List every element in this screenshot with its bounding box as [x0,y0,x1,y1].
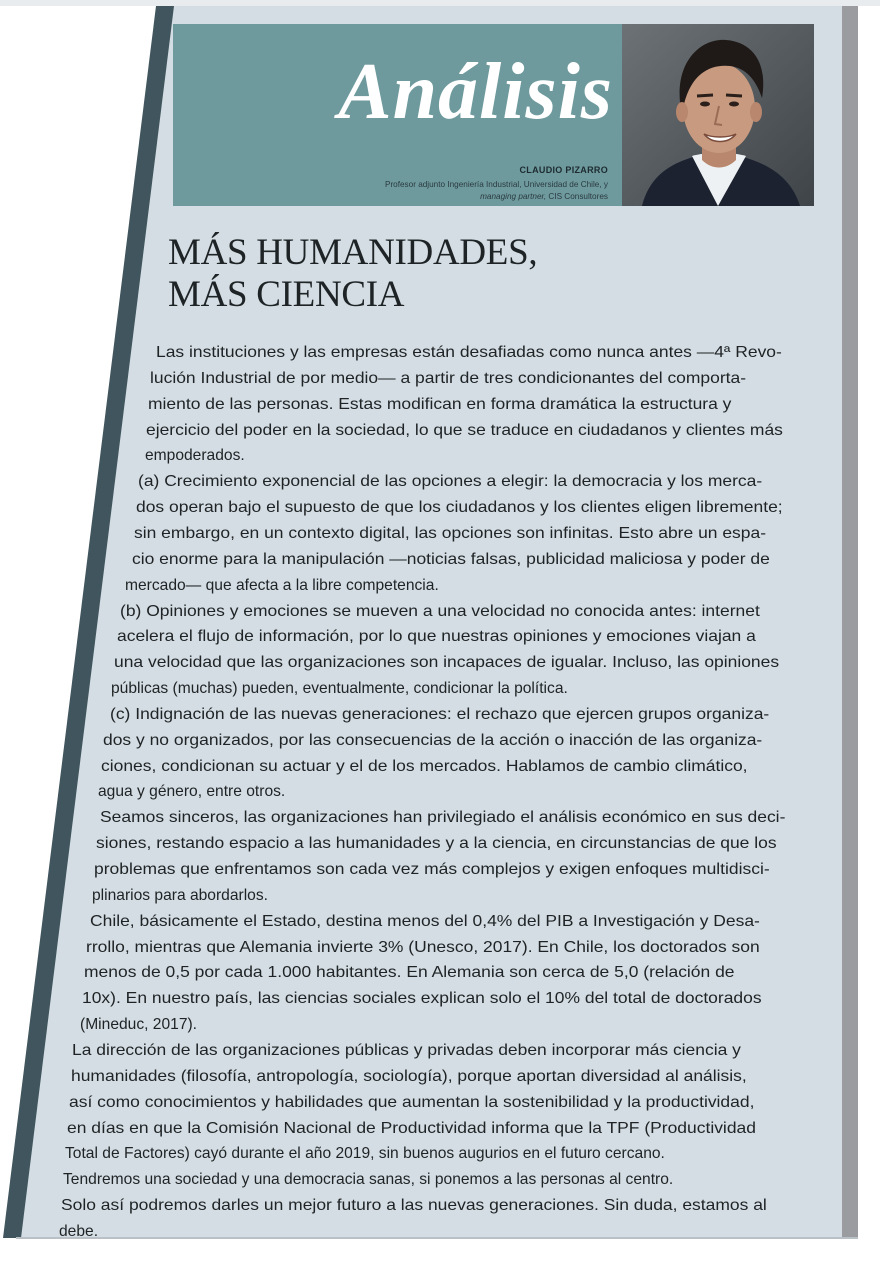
body-line: (Mineduc, 2017). [80,1016,198,1033]
body-line: Solo así podremos darles un mejor futuro a las nuevas generaciones. Sin duda, estamos al [61,1197,767,1214]
body-line: (a) Crecimiento exponencial de las opciones a elegir: la democracia y los merca- [138,473,763,490]
body-line: 10x). En nuestro país, las ciencias sociales explican solo el 10% del total de doctorados [82,990,762,1007]
body-line: sin embargo, en un contexto digital, las opciones son infinitas. Esto abre un espa- [134,525,767,542]
body-line: Total de Factores) cayó durante el año 2019, sin buenos augurios en el futuro cercano. [65,1145,665,1162]
body-line: lución Industrial de por medio— a partir de tres condicionantes del comporta- [150,370,747,387]
body-line: empoderados. [145,447,245,464]
body-line: debe. [59,1223,99,1240]
body-line: Seamos sinceros, las organizaciones han privilegiado el análisis económico en sus deci- [100,809,786,826]
body-line: miento de las personas. Estas modifican en forma dramática la estructura y [148,396,732,413]
body-line: humanidades (filosofía, antropología, sociología), porque aportan diversidad al análisis, [71,1068,747,1085]
body-line: una velocidad que las organizaciones son incapaces de igualar. Incluso, las opiniones [114,654,780,671]
body-line: así como conocimientos y habilidades que aumentan la sostenibilidad y la productividad, [69,1094,755,1111]
body-line: problemas que enfrentamos son cada vez más complejos y exigen enfoques multidisci- [94,861,770,878]
body-line: cio enorme para la manipulación —noticias falsas, publicidad maliciosa y poder de [132,551,770,568]
author-role-company: CIS Consultores [548,192,608,201]
body-line: acelera el flujo de información, por lo que nuestras opiniones y emociones viajan a [117,628,756,645]
body-line: en días en que la Comisión Nacional de Productividad informa que la TPF (Productividad [67,1120,756,1137]
headline-line-2: MÁS CIENCIA [168,274,405,315]
body-line: ejercicio del poder en la sociedad, lo que se traduce en ciudadanos y clientes más [146,422,783,439]
body-line: siones, restando espacio a las humanidades y a la ciencia, en circunstancias de que los [96,835,777,852]
body-line: ciones, condicionan su actuar y el de los mercados. Hablamos de cambio climático, [101,758,748,775]
body-line: Chile, básicamente el Estado, destina menos del 0,4% del PIB a Investigación y Desa- [90,913,760,930]
author-role-line1: Profesor adjunto Ingeniería Industrial, Universidad de Chile, y [384,180,608,189]
body-line: (b) Opiniones y emociones se mueven a una velocidad no conocida antes: internet [120,603,760,620]
headline-line-1: MÁS HUMANIDADES, [168,232,538,273]
section-title: Análisis [338,48,613,136]
author-name: CLAUDIO PIZARRO [519,165,608,175]
body-line: La dirección de las organizaciones públicas y privadas deben incorporar más ciencia y [72,1042,741,1059]
body-line: rrollo, mientras que Alemania invierte 3% (Unesco, 2017). En Chile, los doctorados son [86,939,760,956]
body-line: Tendremos una sociedad y una democracia sanas, si ponemos a las personas al centro. [63,1171,674,1188]
body-line: plinarios para abordarlos. [92,887,268,904]
body-line: dos y no organizados, por las consecuencias de la acción o inacción de las organiza- [103,732,763,749]
body-line: menos de 0,5 por cada 1.000 habitantes. En Alemania son cerca de 5,0 (relación de [84,964,735,981]
body-line: (c) Indignación de las nuevas generaciones: el rechazo que ejercen grupos organiza- [110,706,770,723]
body-line: mercado— que afecta a la libre competencia. [125,577,439,594]
body-line: públicas (muchas) pueden, eventualmente, condicionar la política. [111,680,568,697]
body-line: agua y género, entre otros. [98,783,286,800]
body-line: Las instituciones y las empresas están desafiadas como nunca antes —4ª Revo- [156,344,782,361]
body-line: dos operan bajo el supuesto de que los ciudadanos y los clientes eligen libremente; [136,499,783,516]
author-role-italic: managing partner, [480,192,547,201]
